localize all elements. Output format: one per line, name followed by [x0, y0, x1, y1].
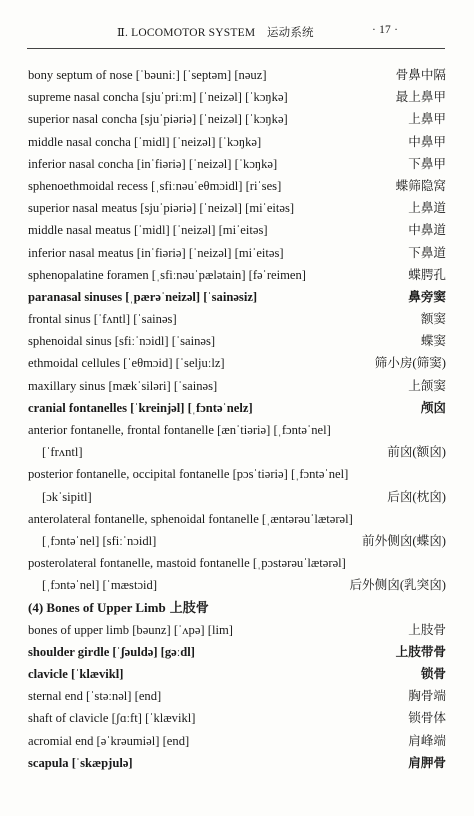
- entry-english: sternal end [ˈstəːnəl] [end]: [28, 689, 162, 704]
- entry-chinese: 额窦: [420, 312, 446, 327]
- glossary-entry: [28, 264, 446, 286]
- entry-chinese: 锁骨体: [408, 711, 446, 726]
- glossary-entry: [28, 707, 446, 729]
- glossary-entry: [28, 352, 446, 374]
- entry-chinese: 中鼻道: [408, 223, 446, 238]
- entry-chinese: 后外侧囟(乳突囟): [349, 578, 446, 593]
- entry-english: middle nasal meatus [ˈmidl] [ˈneizəl] [miˈeitəs]: [28, 223, 268, 238]
- entry-english: sphenoethmoidal recess [ˌsfiːnəuˈeθmɔidl] [riˈses]: [28, 178, 282, 193]
- glossary-entry: [28, 641, 446, 663]
- section-heading: [28, 597, 446, 619]
- entry-chinese: 筛小房(筛窦): [374, 356, 446, 371]
- entry-english: frontal sinus [ˈfʌntl] [ˈsainəs]: [28, 312, 177, 327]
- entry-english: ethmoidal cellules [ˈeθmɔid] [ˈseljuːlz]: [28, 356, 225, 371]
- glossary-entry: [28, 153, 446, 175]
- entry-chinese: 上颌窦: [408, 378, 446, 393]
- entry-english: anterior fontanelle, frontal fontanelle [ænˈtiəriə] [ˌfɔntəˈnel]: [28, 423, 331, 437]
- glossary-entry: [28, 86, 446, 108]
- entry-chinese: 锁骨: [420, 667, 446, 682]
- entry-chinese: 上肢带骨: [395, 644, 446, 659]
- glossary-entry: [28, 752, 446, 774]
- entry-english: posterior fontanelle, occipital fontanelle [pɔsˈtiəriə] [ˌfɔntəˈnel]: [28, 467, 349, 482]
- glossary-entry: [28, 308, 446, 330]
- glossary-entry: [28, 685, 446, 707]
- glossary-entry: [28, 219, 446, 241]
- entry-english: maxillary sinus [mækˈsiləri] [ˈsainəs]: [28, 378, 218, 393]
- entry-english: [ɔkˈsipitl]: [42, 489, 92, 504]
- glossary-entry: [28, 441, 446, 463]
- glossary-entry: [28, 552, 446, 574]
- entry-english: bony septum of nose [ˈbəuniː] [ˈseptəm] [nəuz]: [28, 68, 267, 82]
- entry-english: shoulder girdle [ˈʃəuldə] [gəːdl]: [28, 644, 195, 659]
- glossary-entry: [28, 175, 446, 197]
- entry-english: (4) Bones of Upper Limb 上肢骨: [28, 599, 209, 615]
- entry-chinese: 蝶筛隐窝: [395, 178, 446, 193]
- entry-english: sphenopalatine foramen [ˌsfiːnəuˈpælətain] [fəˈreimen]: [28, 267, 306, 282]
- entry-chinese: 胸骨端: [408, 689, 446, 704]
- glossary-entry: [28, 375, 446, 397]
- glossary-entry: [28, 619, 446, 641]
- entry-english: superior nasal meatus [sjuˈpiəriə] [ˈneizəl] [miˈeitəs]: [28, 201, 295, 216]
- entry-chinese: 骨鼻中隔: [395, 68, 446, 82]
- entry-english: sphenoidal sinus [sfiːˈnɔidl] [ˈsainəs]: [28, 334, 216, 349]
- glossary-entry: [28, 131, 446, 153]
- entry-english: supreme nasal concha [sjuˈpriːm] [ˈneizəl] [ˈkɔŋkə]: [28, 90, 288, 105]
- entry-chinese: 前囟(额囟): [387, 445, 446, 460]
- glossary-entry: [28, 419, 446, 441]
- glossary-entry: [28, 64, 446, 86]
- entry-english: paranasal sinuses [ˌpærəˈneizəl] [ˈsainəsiz]: [28, 289, 258, 304]
- entry-english: acromial end [əˈkrəumiəl] [end]: [28, 733, 190, 748]
- glossary-entry: [28, 508, 446, 530]
- glossary-entry: [28, 286, 446, 308]
- glossary-entry: [28, 486, 446, 508]
- entry-chinese: 上肢骨: [408, 622, 446, 637]
- entry-english: middle nasal concha [ˈmidl] [ˈneizəl] [ˈkɔŋkə]: [28, 134, 262, 149]
- entry-chinese: 后囟(枕囟): [387, 489, 446, 504]
- page-number: · 17 ·: [372, 24, 399, 36]
- glossary-entry: [28, 397, 446, 419]
- section-chinese: 上肢骨: [169, 599, 209, 615]
- entry-english: bones of upper limb [bəunz] [ˈʌpə] [lim]: [28, 622, 233, 637]
- entry-chinese: 鼻旁窦: [408, 289, 446, 304]
- entry-chinese: 肩峰端: [408, 733, 446, 748]
- glossary-entry: [28, 197, 446, 219]
- glossary-entry: [28, 730, 446, 752]
- glossary-entry: [28, 108, 446, 130]
- glossary-entry: [28, 574, 446, 596]
- entry-chinese: 中鼻甲: [408, 134, 446, 149]
- entry-english: posterolateral fontanelle, mastoid fontanelle [ˌpɔstərəuˈlætərəl]: [28, 556, 346, 571]
- entry-english: [ˌfɔntəˈnel] [ˈmæstɔid]: [42, 578, 158, 593]
- glossary-entry: [28, 530, 446, 552]
- entry-chinese: 蝶腭孔: [408, 267, 446, 282]
- header-rule: [27, 48, 445, 49]
- entry-english: cranial fontanelles [ˈkreinjəl] [ˌfɔntəˈnelz]: [28, 400, 253, 415]
- running-title: Ⅱ. LOCOMOTOR SYSTEM 运动系统: [117, 27, 314, 39]
- entry-chinese: 颅囟: [420, 400, 446, 415]
- entry-english: [ˌfɔntəˈnel] [sfiːˈnɔidl]: [42, 533, 157, 548]
- entry-english: superior nasal concha [sjuˈpiəriə] [ˈneizəl] [ˈkɔŋkə]: [28, 112, 288, 127]
- entry-english: shaft of clavicle [ʃɑːft] [ˈklævikl]: [28, 711, 196, 726]
- page-header: [0, 22, 474, 42]
- entry-english: inferior nasal meatus [inˈfiəriə] [ˈneizəl] [miˈeitəs]: [28, 245, 284, 260]
- glossary-entry: [28, 463, 446, 485]
- entry-chinese: 蝶窦: [420, 334, 446, 349]
- glossary-entry: [28, 242, 446, 264]
- glossary-entry: [28, 663, 446, 685]
- entry-english: clavicle [ˈklævikl]: [28, 667, 124, 682]
- glossary-list: [28, 64, 446, 774]
- entry-chinese: 肩胛骨: [408, 755, 446, 770]
- entry-chinese: 上鼻甲: [408, 112, 446, 127]
- entry-english: [ˈfrʌntl]: [42, 445, 83, 460]
- entry-chinese: 前外侧囟(蝶囟): [362, 533, 446, 548]
- entry-english: inferior nasal concha [inˈfiəriə] [ˈneizəl] [ˈkɔŋkə]: [28, 156, 278, 171]
- entry-chinese: 上鼻道: [408, 201, 446, 216]
- entry-chinese: 最上鼻甲: [395, 90, 446, 105]
- entry-english: scapula [ˈskæpjulə]: [28, 755, 133, 770]
- entry-english: anterolateral fontanelle, sphenoidal fontanelle [ˌæntərəuˈlætərəl]: [28, 511, 353, 526]
- glossary-entry: [28, 330, 446, 352]
- entry-chinese: 下鼻道: [408, 245, 446, 260]
- entry-chinese: 下鼻甲: [408, 156, 446, 171]
